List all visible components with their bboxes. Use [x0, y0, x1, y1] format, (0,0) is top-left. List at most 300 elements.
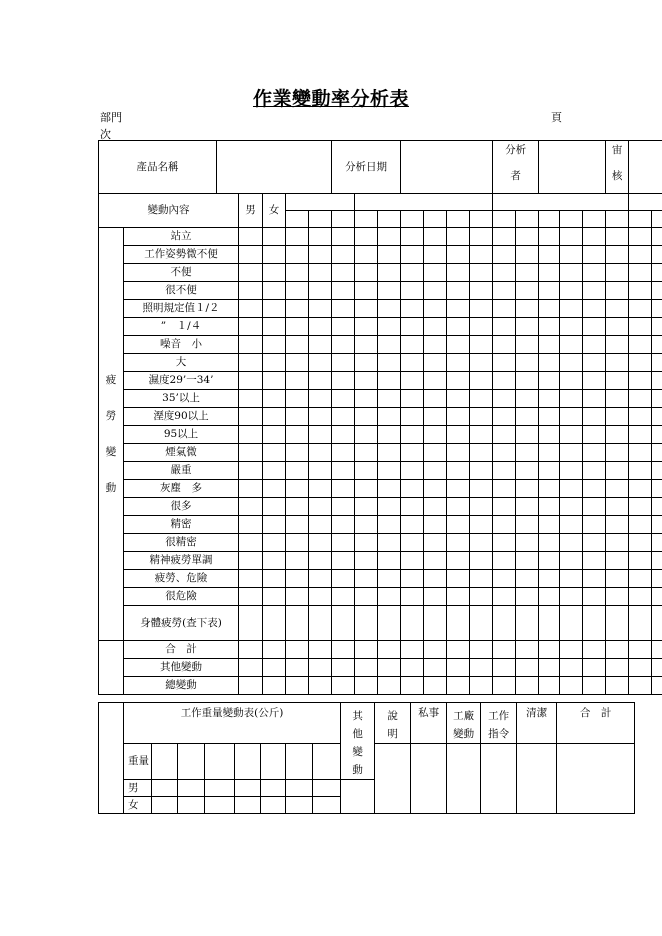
entry-cell[interactable]: [424, 480, 447, 498]
entry-cell[interactable]: [539, 372, 560, 390]
entry-cell[interactable]: [355, 534, 378, 552]
entry-cell[interactable]: [378, 462, 401, 480]
analyst-field[interactable]: [539, 141, 606, 194]
entry-cell[interactable]: [606, 372, 629, 390]
weight-cell[interactable]: [313, 797, 341, 814]
entry-cell[interactable]: [424, 552, 447, 570]
male-cell[interactable]: [239, 246, 263, 264]
entry-cell[interactable]: [629, 516, 652, 534]
male-cell[interactable]: [239, 480, 263, 498]
male-cell[interactable]: [239, 426, 263, 444]
entry-cell[interactable]: [378, 264, 401, 282]
female-cell[interactable]: [263, 462, 286, 480]
entry-cell[interactable]: [493, 659, 516, 677]
entry-cell[interactable]: [516, 282, 539, 300]
female-cell[interactable]: [263, 534, 286, 552]
entry-cell[interactable]: [583, 641, 606, 659]
entry-cell[interactable]: [583, 498, 606, 516]
entry-cell[interactable]: [606, 300, 629, 318]
explain-cell[interactable]: [375, 744, 411, 814]
female-cell[interactable]: [263, 480, 286, 498]
entry-cell[interactable]: [309, 282, 332, 300]
entry-cell[interactable]: [309, 462, 332, 480]
entry-cell[interactable]: [583, 570, 606, 588]
entry-cell[interactable]: [652, 336, 662, 354]
female-cell[interactable]: [263, 659, 286, 677]
entry-cell[interactable]: [401, 570, 424, 588]
entry-cell[interactable]: [516, 336, 539, 354]
entry-cell[interactable]: [378, 498, 401, 516]
entry-cell[interactable]: [286, 426, 309, 444]
entry-cell[interactable]: [424, 444, 447, 462]
entry-cell[interactable]: [378, 641, 401, 659]
entry-cell[interactable]: [516, 390, 539, 408]
entry-cell[interactable]: [355, 390, 378, 408]
entry-cell[interactable]: [583, 228, 606, 246]
weight-cell[interactable]: [152, 780, 178, 797]
entry-cell[interactable]: [424, 498, 447, 516]
entry-cell[interactable]: [606, 606, 629, 641]
male-cell[interactable]: [239, 372, 263, 390]
entry-cell[interactable]: [355, 516, 378, 534]
entry-cell[interactable]: [583, 246, 606, 264]
entry-cell[interactable]: [470, 462, 493, 480]
entry-cell[interactable]: [401, 480, 424, 498]
entry-cell[interactable]: [539, 641, 560, 659]
entry-cell[interactable]: [309, 444, 332, 462]
entry-cell[interactable]: [539, 444, 560, 462]
entry-cell[interactable]: [424, 228, 447, 246]
entry-cell[interactable]: [606, 677, 629, 695]
entry-cell[interactable]: [516, 372, 539, 390]
weight-cell[interactable]: [152, 797, 178, 814]
entry-cell[interactable]: [560, 390, 583, 408]
entry-cell[interactable]: [629, 588, 652, 606]
entry-cell[interactable]: [493, 246, 516, 264]
weight-cell[interactable]: [261, 797, 286, 814]
entry-cell[interactable]: [424, 641, 447, 659]
entry-cell[interactable]: [286, 659, 309, 677]
entry-cell[interactable]: [378, 246, 401, 264]
entry-cell[interactable]: [516, 426, 539, 444]
entry-cell[interactable]: [332, 552, 355, 570]
entry-cell[interactable]: [355, 552, 378, 570]
weight-cell[interactable]: [313, 780, 341, 797]
entry-cell[interactable]: [493, 408, 516, 426]
entry-cell[interactable]: [309, 372, 332, 390]
entry-cell[interactable]: [583, 606, 606, 641]
entry-cell[interactable]: [470, 498, 493, 516]
entry-cell[interactable]: [309, 354, 332, 372]
entry-cell[interactable]: [493, 444, 516, 462]
entry-cell[interactable]: [539, 354, 560, 372]
entry-cell[interactable]: [606, 318, 629, 336]
entry-cell[interactable]: [560, 588, 583, 606]
entry-cell[interactable]: [309, 390, 332, 408]
entry-cell[interactable]: [629, 498, 652, 516]
entry-cell[interactable]: [560, 282, 583, 300]
entry-cell[interactable]: [401, 246, 424, 264]
private-cell[interactable]: [411, 744, 447, 814]
entry-cell[interactable]: [378, 480, 401, 498]
entry-cell[interactable]: [332, 354, 355, 372]
entry-cell[interactable]: [606, 659, 629, 677]
product-name-field[interactable]: [217, 141, 332, 194]
entry-cell[interactable]: [309, 498, 332, 516]
entry-cell[interactable]: [606, 444, 629, 462]
female-cell[interactable]: [263, 677, 286, 695]
entry-cell[interactable]: [286, 498, 309, 516]
entry-cell[interactable]: [539, 498, 560, 516]
male-cell[interactable]: [239, 462, 263, 480]
other-change-cell[interactable]: [341, 780, 375, 814]
female-cell[interactable]: [263, 588, 286, 606]
entry-cell[interactable]: [401, 641, 424, 659]
entry-cell[interactable]: [332, 318, 355, 336]
entry-cell[interactable]: [539, 336, 560, 354]
entry-cell[interactable]: [560, 659, 583, 677]
entry-cell[interactable]: [286, 606, 309, 641]
entry-cell[interactable]: [652, 246, 662, 264]
entry-cell[interactable]: [629, 606, 652, 641]
female-cell[interactable]: [263, 498, 286, 516]
entry-cell[interactable]: [583, 462, 606, 480]
entry-cell[interactable]: [401, 408, 424, 426]
entry-cell[interactable]: [355, 282, 378, 300]
entry-cell[interactable]: [332, 641, 355, 659]
entry-cell[interactable]: [583, 588, 606, 606]
weight-cell[interactable]: [261, 744, 286, 780]
male-cell[interactable]: [239, 516, 263, 534]
entry-cell[interactable]: [539, 588, 560, 606]
weight-cell[interactable]: [235, 797, 261, 814]
entry-cell[interactable]: [583, 552, 606, 570]
entry-cell[interactable]: [583, 390, 606, 408]
male-cell[interactable]: [239, 336, 263, 354]
entry-cell[interactable]: [332, 534, 355, 552]
entry-cell[interactable]: [493, 354, 516, 372]
entry-cell[interactable]: [447, 641, 470, 659]
entry-cell[interactable]: [332, 606, 355, 641]
entry-cell[interactable]: [470, 659, 493, 677]
female-cell[interactable]: [263, 246, 286, 264]
entry-cell[interactable]: [332, 264, 355, 282]
male-cell[interactable]: [239, 534, 263, 552]
entry-cell[interactable]: [378, 552, 401, 570]
weight-cell[interactable]: [286, 797, 313, 814]
female-cell[interactable]: [263, 390, 286, 408]
male-cell[interactable]: [239, 264, 263, 282]
female-cell[interactable]: [263, 228, 286, 246]
male-cell[interactable]: [239, 588, 263, 606]
male-cell[interactable]: [239, 606, 263, 641]
entry-cell[interactable]: [286, 318, 309, 336]
entry-cell[interactable]: [447, 444, 470, 462]
entry-cell[interactable]: [493, 606, 516, 641]
entry-cell[interactable]: [560, 462, 583, 480]
entry-cell[interactable]: [447, 336, 470, 354]
entry-cell[interactable]: [355, 570, 378, 588]
entry-cell[interactable]: [309, 408, 332, 426]
entry-cell[interactable]: [378, 534, 401, 552]
female-cell[interactable]: [263, 318, 286, 336]
entry-cell[interactable]: [539, 390, 560, 408]
entry-cell[interactable]: [332, 372, 355, 390]
female-cell[interactable]: [263, 641, 286, 659]
entry-cell[interactable]: [606, 498, 629, 516]
entry-cell[interactable]: [539, 282, 560, 300]
entry-cell[interactable]: [606, 336, 629, 354]
analysis-date-field[interactable]: [401, 141, 493, 194]
entry-cell[interactable]: [447, 606, 470, 641]
entry-cell[interactable]: [401, 228, 424, 246]
male-cell[interactable]: [239, 444, 263, 462]
entry-cell[interactable]: [447, 462, 470, 480]
entry-cell[interactable]: [309, 570, 332, 588]
entry-cell[interactable]: [378, 318, 401, 336]
entry-cell[interactable]: [539, 570, 560, 588]
entry-cell[interactable]: [516, 354, 539, 372]
entry-cell[interactable]: [378, 516, 401, 534]
entry-cell[interactable]: [470, 318, 493, 336]
entry-cell[interactable]: [652, 641, 662, 659]
weight-cell[interactable]: [235, 780, 261, 797]
entry-cell[interactable]: [493, 498, 516, 516]
entry-cell[interactable]: [539, 552, 560, 570]
entry-cell[interactable]: [560, 498, 583, 516]
entry-cell[interactable]: [378, 372, 401, 390]
entry-cell[interactable]: [516, 552, 539, 570]
weight-cell[interactable]: [286, 744, 313, 780]
entry-cell[interactable]: [332, 282, 355, 300]
weight-cell[interactable]: [178, 780, 205, 797]
entry-cell[interactable]: [539, 462, 560, 480]
entry-cell[interactable]: [424, 300, 447, 318]
entry-cell[interactable]: [309, 264, 332, 282]
entry-cell[interactable]: [355, 336, 378, 354]
entry-cell[interactable]: [309, 534, 332, 552]
entry-cell[interactable]: [493, 534, 516, 552]
entry-cell[interactable]: [401, 462, 424, 480]
entry-cell[interactable]: [401, 659, 424, 677]
entry-cell[interactable]: [378, 444, 401, 462]
entry-cell[interactable]: [606, 282, 629, 300]
entry-cell[interactable]: [355, 264, 378, 282]
entry-cell[interactable]: [539, 677, 560, 695]
entry-cell[interactable]: [355, 318, 378, 336]
entry-cell[interactable]: [583, 408, 606, 426]
female-cell[interactable]: [263, 606, 286, 641]
entry-cell[interactable]: [424, 606, 447, 641]
entry-cell[interactable]: [447, 570, 470, 588]
entry-cell[interactable]: [606, 534, 629, 552]
entry-cell[interactable]: [516, 444, 539, 462]
entry-cell[interactable]: [606, 390, 629, 408]
entry-cell[interactable]: [629, 534, 652, 552]
entry-cell[interactable]: [652, 264, 662, 282]
entry-cell[interactable]: [309, 336, 332, 354]
entry-cell[interactable]: [652, 588, 662, 606]
entry-cell[interactable]: [652, 606, 662, 641]
entry-cell[interactable]: [583, 354, 606, 372]
entry-cell[interactable]: [286, 390, 309, 408]
entry-cell[interactable]: [539, 534, 560, 552]
entry-cell[interactable]: [493, 426, 516, 444]
entry-cell[interactable]: [539, 426, 560, 444]
female-cell[interactable]: [263, 372, 286, 390]
entry-cell[interactable]: [652, 408, 662, 426]
male-cell[interactable]: [239, 390, 263, 408]
entry-cell[interactable]: [378, 228, 401, 246]
entry-cell[interactable]: [629, 641, 652, 659]
entry-cell[interactable]: [424, 426, 447, 444]
entry-cell[interactable]: [583, 336, 606, 354]
entry-cell[interactable]: [583, 282, 606, 300]
entry-cell[interactable]: [286, 480, 309, 498]
entry-cell[interactable]: [470, 264, 493, 282]
entry-cell[interactable]: [606, 426, 629, 444]
entry-cell[interactable]: [286, 677, 309, 695]
entry-cell[interactable]: [470, 516, 493, 534]
entry-cell[interactable]: [355, 659, 378, 677]
entry-cell[interactable]: [516, 246, 539, 264]
entry-cell[interactable]: [652, 480, 662, 498]
entry-cell[interactable]: [583, 318, 606, 336]
female-cell[interactable]: [263, 264, 286, 282]
entry-cell[interactable]: [355, 372, 378, 390]
entry-cell[interactable]: [629, 300, 652, 318]
entry-cell[interactable]: [332, 336, 355, 354]
entry-cell[interactable]: [652, 516, 662, 534]
entry-cell[interactable]: [560, 426, 583, 444]
male-cell[interactable]: [239, 300, 263, 318]
entry-cell[interactable]: [516, 659, 539, 677]
entry-cell[interactable]: [470, 588, 493, 606]
entry-cell[interactable]: [447, 498, 470, 516]
entry-cell[interactable]: [583, 444, 606, 462]
entry-cell[interactable]: [286, 641, 309, 659]
entry-cell[interactable]: [286, 282, 309, 300]
entry-cell[interactable]: [355, 641, 378, 659]
entry-cell[interactable]: [355, 300, 378, 318]
entry-cell[interactable]: [539, 318, 560, 336]
weight-cell[interactable]: [205, 744, 235, 780]
entry-cell[interactable]: [493, 641, 516, 659]
entry-cell[interactable]: [378, 677, 401, 695]
entry-cell[interactable]: [560, 677, 583, 695]
entry-cell[interactable]: [286, 588, 309, 606]
entry-cell[interactable]: [401, 264, 424, 282]
entry-cell[interactable]: [560, 246, 583, 264]
entry-cell[interactable]: [516, 570, 539, 588]
entry-cell[interactable]: [629, 444, 652, 462]
entry-cell[interactable]: [516, 498, 539, 516]
entry-cell[interactable]: [493, 588, 516, 606]
entry-cell[interactable]: [516, 228, 539, 246]
entry-cell[interactable]: [560, 318, 583, 336]
entry-cell[interactable]: [378, 300, 401, 318]
entry-cell[interactable]: [629, 462, 652, 480]
entry-cell[interactable]: [447, 677, 470, 695]
entry-cell[interactable]: [629, 318, 652, 336]
entry-cell[interactable]: [332, 444, 355, 462]
entry-cell[interactable]: [309, 318, 332, 336]
entry-cell[interactable]: [401, 516, 424, 534]
weight-cell[interactable]: [235, 744, 261, 780]
entry-cell[interactable]: [424, 390, 447, 408]
male-cell[interactable]: [239, 641, 263, 659]
weight-cell[interactable]: [178, 797, 205, 814]
entry-cell[interactable]: [378, 390, 401, 408]
entry-cell[interactable]: [309, 516, 332, 534]
female-cell[interactable]: [263, 516, 286, 534]
entry-cell[interactable]: [470, 480, 493, 498]
entry-cell[interactable]: [355, 228, 378, 246]
entry-cell[interactable]: [516, 318, 539, 336]
entry-cell[interactable]: [652, 372, 662, 390]
entry-cell[interactable]: [447, 300, 470, 318]
entry-cell[interactable]: [652, 282, 662, 300]
entry-cell[interactable]: [447, 372, 470, 390]
entry-cell[interactable]: [539, 606, 560, 641]
male-cell[interactable]: [239, 498, 263, 516]
entry-cell[interactable]: [560, 552, 583, 570]
entry-cell[interactable]: [629, 354, 652, 372]
entry-cell[interactable]: [447, 228, 470, 246]
entry-cell[interactable]: [560, 264, 583, 282]
entry-cell[interactable]: [470, 677, 493, 695]
entry-cell[interactable]: [652, 552, 662, 570]
entry-cell[interactable]: [493, 264, 516, 282]
entry-cell[interactable]: [560, 570, 583, 588]
entry-cell[interactable]: [286, 264, 309, 282]
entry-cell[interactable]: [583, 372, 606, 390]
entry-cell[interactable]: [355, 462, 378, 480]
entry-cell[interactable]: [309, 659, 332, 677]
entry-cell[interactable]: [447, 534, 470, 552]
entry-cell[interactable]: [424, 588, 447, 606]
entry-cell[interactable]: [583, 534, 606, 552]
entry-cell[interactable]: [424, 462, 447, 480]
entry-cell[interactable]: [560, 516, 583, 534]
entry-cell[interactable]: [629, 426, 652, 444]
entry-cell[interactable]: [560, 606, 583, 641]
entry-cell[interactable]: [355, 606, 378, 641]
entry-cell[interactable]: [516, 300, 539, 318]
entry-cell[interactable]: [309, 588, 332, 606]
entry-cell[interactable]: [401, 498, 424, 516]
female-cell[interactable]: [263, 300, 286, 318]
entry-cell[interactable]: [424, 336, 447, 354]
entry-cell[interactable]: [606, 354, 629, 372]
entry-cell[interactable]: [332, 426, 355, 444]
entry-cell[interactable]: [447, 318, 470, 336]
entry-cell[interactable]: [332, 228, 355, 246]
entry-cell[interactable]: [539, 408, 560, 426]
male-cell[interactable]: [239, 318, 263, 336]
entry-cell[interactable]: [447, 480, 470, 498]
entry-cell[interactable]: [493, 552, 516, 570]
entry-cell[interactable]: [539, 480, 560, 498]
reviewer-field[interactable]: [629, 141, 662, 194]
weight-cell[interactable]: [261, 780, 286, 797]
entry-cell[interactable]: [447, 588, 470, 606]
entry-cell[interactable]: [355, 354, 378, 372]
entry-cell[interactable]: [470, 426, 493, 444]
entry-cell[interactable]: [470, 552, 493, 570]
entry-cell[interactable]: [560, 444, 583, 462]
entry-cell[interactable]: [286, 354, 309, 372]
